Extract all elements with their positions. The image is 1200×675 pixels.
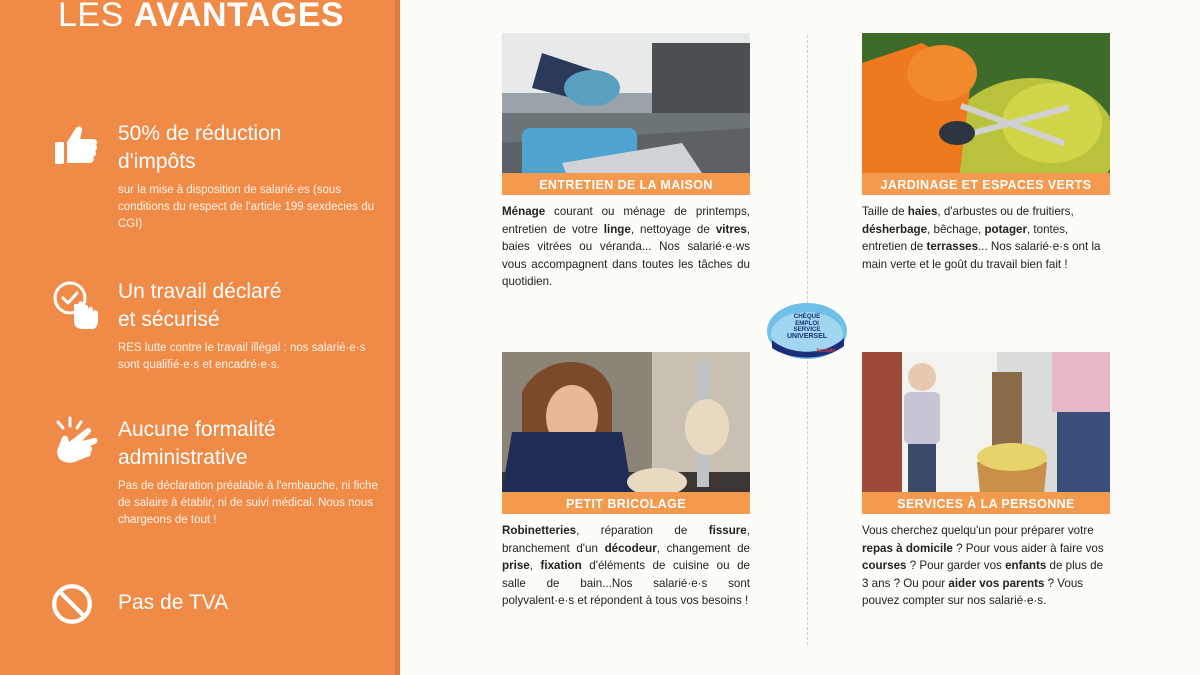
service-description: Taille de haies, d'arbustes ou de fruitiers, désherbage, bêchage, potager, tontes, entretien de terrasses... Nos salarié·e·s ont la main verte et le goût du travail bien fait ! [862,205,1101,271]
service-personne [862,352,1110,610]
thumbs-up-icon [50,120,102,172]
no-sign-icon [50,582,94,626]
service-banner: ENTRETIEN DE LA MAISON [502,173,750,195]
advantage-description: Pas de déclaration préalable à l'embauche, ni fiche de salaire à établir, ni de suivi médical. Nous nous chargeons de tout ! [118,480,378,526]
cesu-universel: UNIVERSEL [786,333,828,340]
cesu-accepted: Accepté [816,348,836,354]
service-entretien [502,33,750,291]
service-banner: JARDINAGE ET ESPACES VERTS [862,173,1110,195]
personal-services-photo [862,352,1110,514]
advantage-title: Pas de TVA [118,591,229,614]
service-description: Robinetteries, réparation de fissure, branchement d'un décodeur, changement de prise, fixation d'éléments de cuisine ou de salle de bain...Nos salarié·e·s sont polyvalent·e·s et répondent à tous vos besoins ! [502,524,751,607]
advantages-panel [0,0,400,675]
advantage-description: RES lutte contre le travail illégal : nos salarié·e·s sont qualifié·e·s et encadré·e·s. [118,342,366,371]
service-banner: PETIT BRICOLAGE [502,492,750,514]
diy-photo [502,352,750,514]
cesu-logo [764,300,850,362]
advantage-title: 50% de réduction d'impôts [118,122,282,173]
service-description: Vous cherchez quelqu'un pour préparer votre repas à domicile ? Pour vous aider à faire vos courses ? Pour garder vos enfants de plus de 3 ans ? Ou pour aider vos parents ? Vous pouvez compter sur nos salarié·e·s. [862,524,1104,607]
check-touch-icon [50,278,102,330]
cesu-text: CHÈQUE EMPLOI SERVICE [793,313,821,333]
service-jardinage [862,33,1110,273]
gardening-photo [862,33,1110,195]
advantage-title: Un travail déclaré et sécurisé [118,280,282,331]
advantage-title: Aucune formalité administrative [118,418,276,469]
tap-hand-icon [50,416,102,468]
service-banner: SERVICES À LA PERSONNE [862,492,1110,514]
service-description: Ménage courant ou ménage de printemps, entretien de votre linge, nettoyage de vitres, baies vitrées ou véranda... Nos salarié·e·ws vous accompagnent dans toutes les tâches du quotidien. [502,205,750,288]
cleaning-photo [502,33,750,195]
panel-edge [395,0,400,675]
service-bricolage [502,352,750,610]
page-title: LES AVANTAGES [58,0,345,34]
advantage-description: sur la mise à disposition de salarié·es (sous conditions du respect de l'article 199 sexdecies du CGI) [118,184,374,230]
